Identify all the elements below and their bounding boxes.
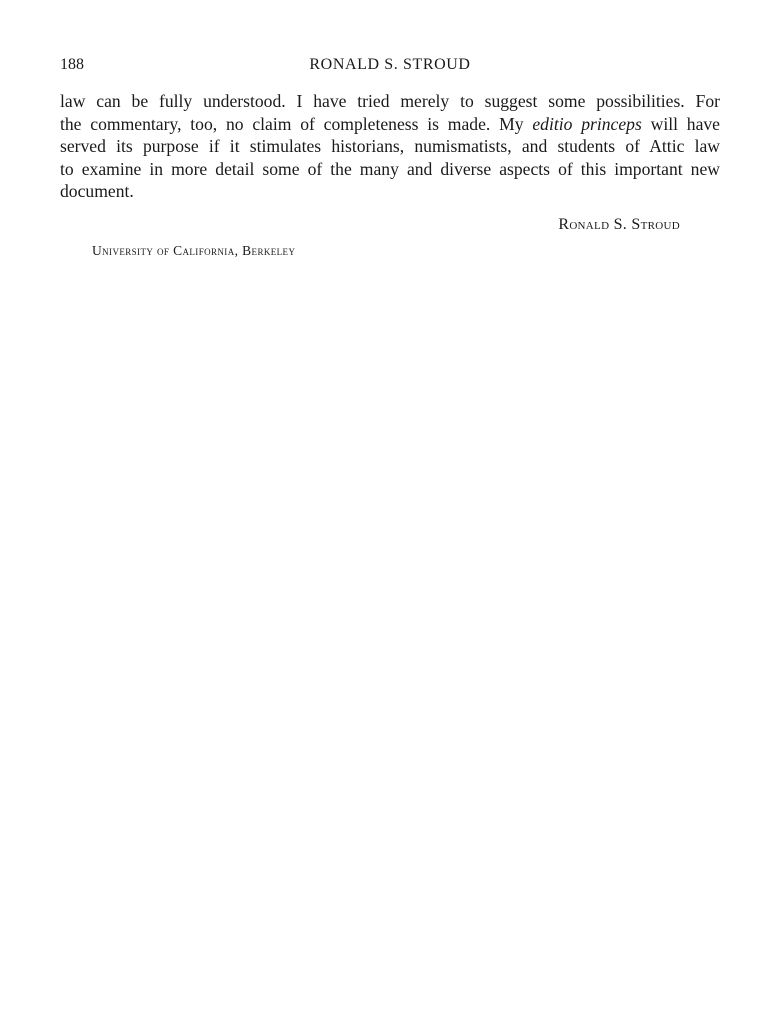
running-head <box>60 56 720 78</box>
text-line-2: the commentary, too, no claim of completeness is made. My editio princeps will have <box>60 113 720 134</box>
page-number: 188 <box>60 56 84 73</box>
author-signature: Ronald S. Stroud <box>558 216 680 233</box>
body-paragraph <box>60 90 720 203</box>
text-line-5: document. <box>60 181 134 202</box>
italic-title: editio princeps <box>532 113 642 134</box>
text-line-3: served its purpose if it stimulates historians, numismatists, and students of Attic law <box>60 136 720 157</box>
text-line-1: law can be fully understood. I have tried merely to suggest some possibilities. For <box>60 91 720 111</box>
author-affiliation: University of California, Berkeley <box>92 243 296 258</box>
running-title: RONALD S. STROUD <box>309 56 471 73</box>
text-line-4: to examine in more detail some of the many and diverse aspects of this important new <box>60 158 720 179</box>
